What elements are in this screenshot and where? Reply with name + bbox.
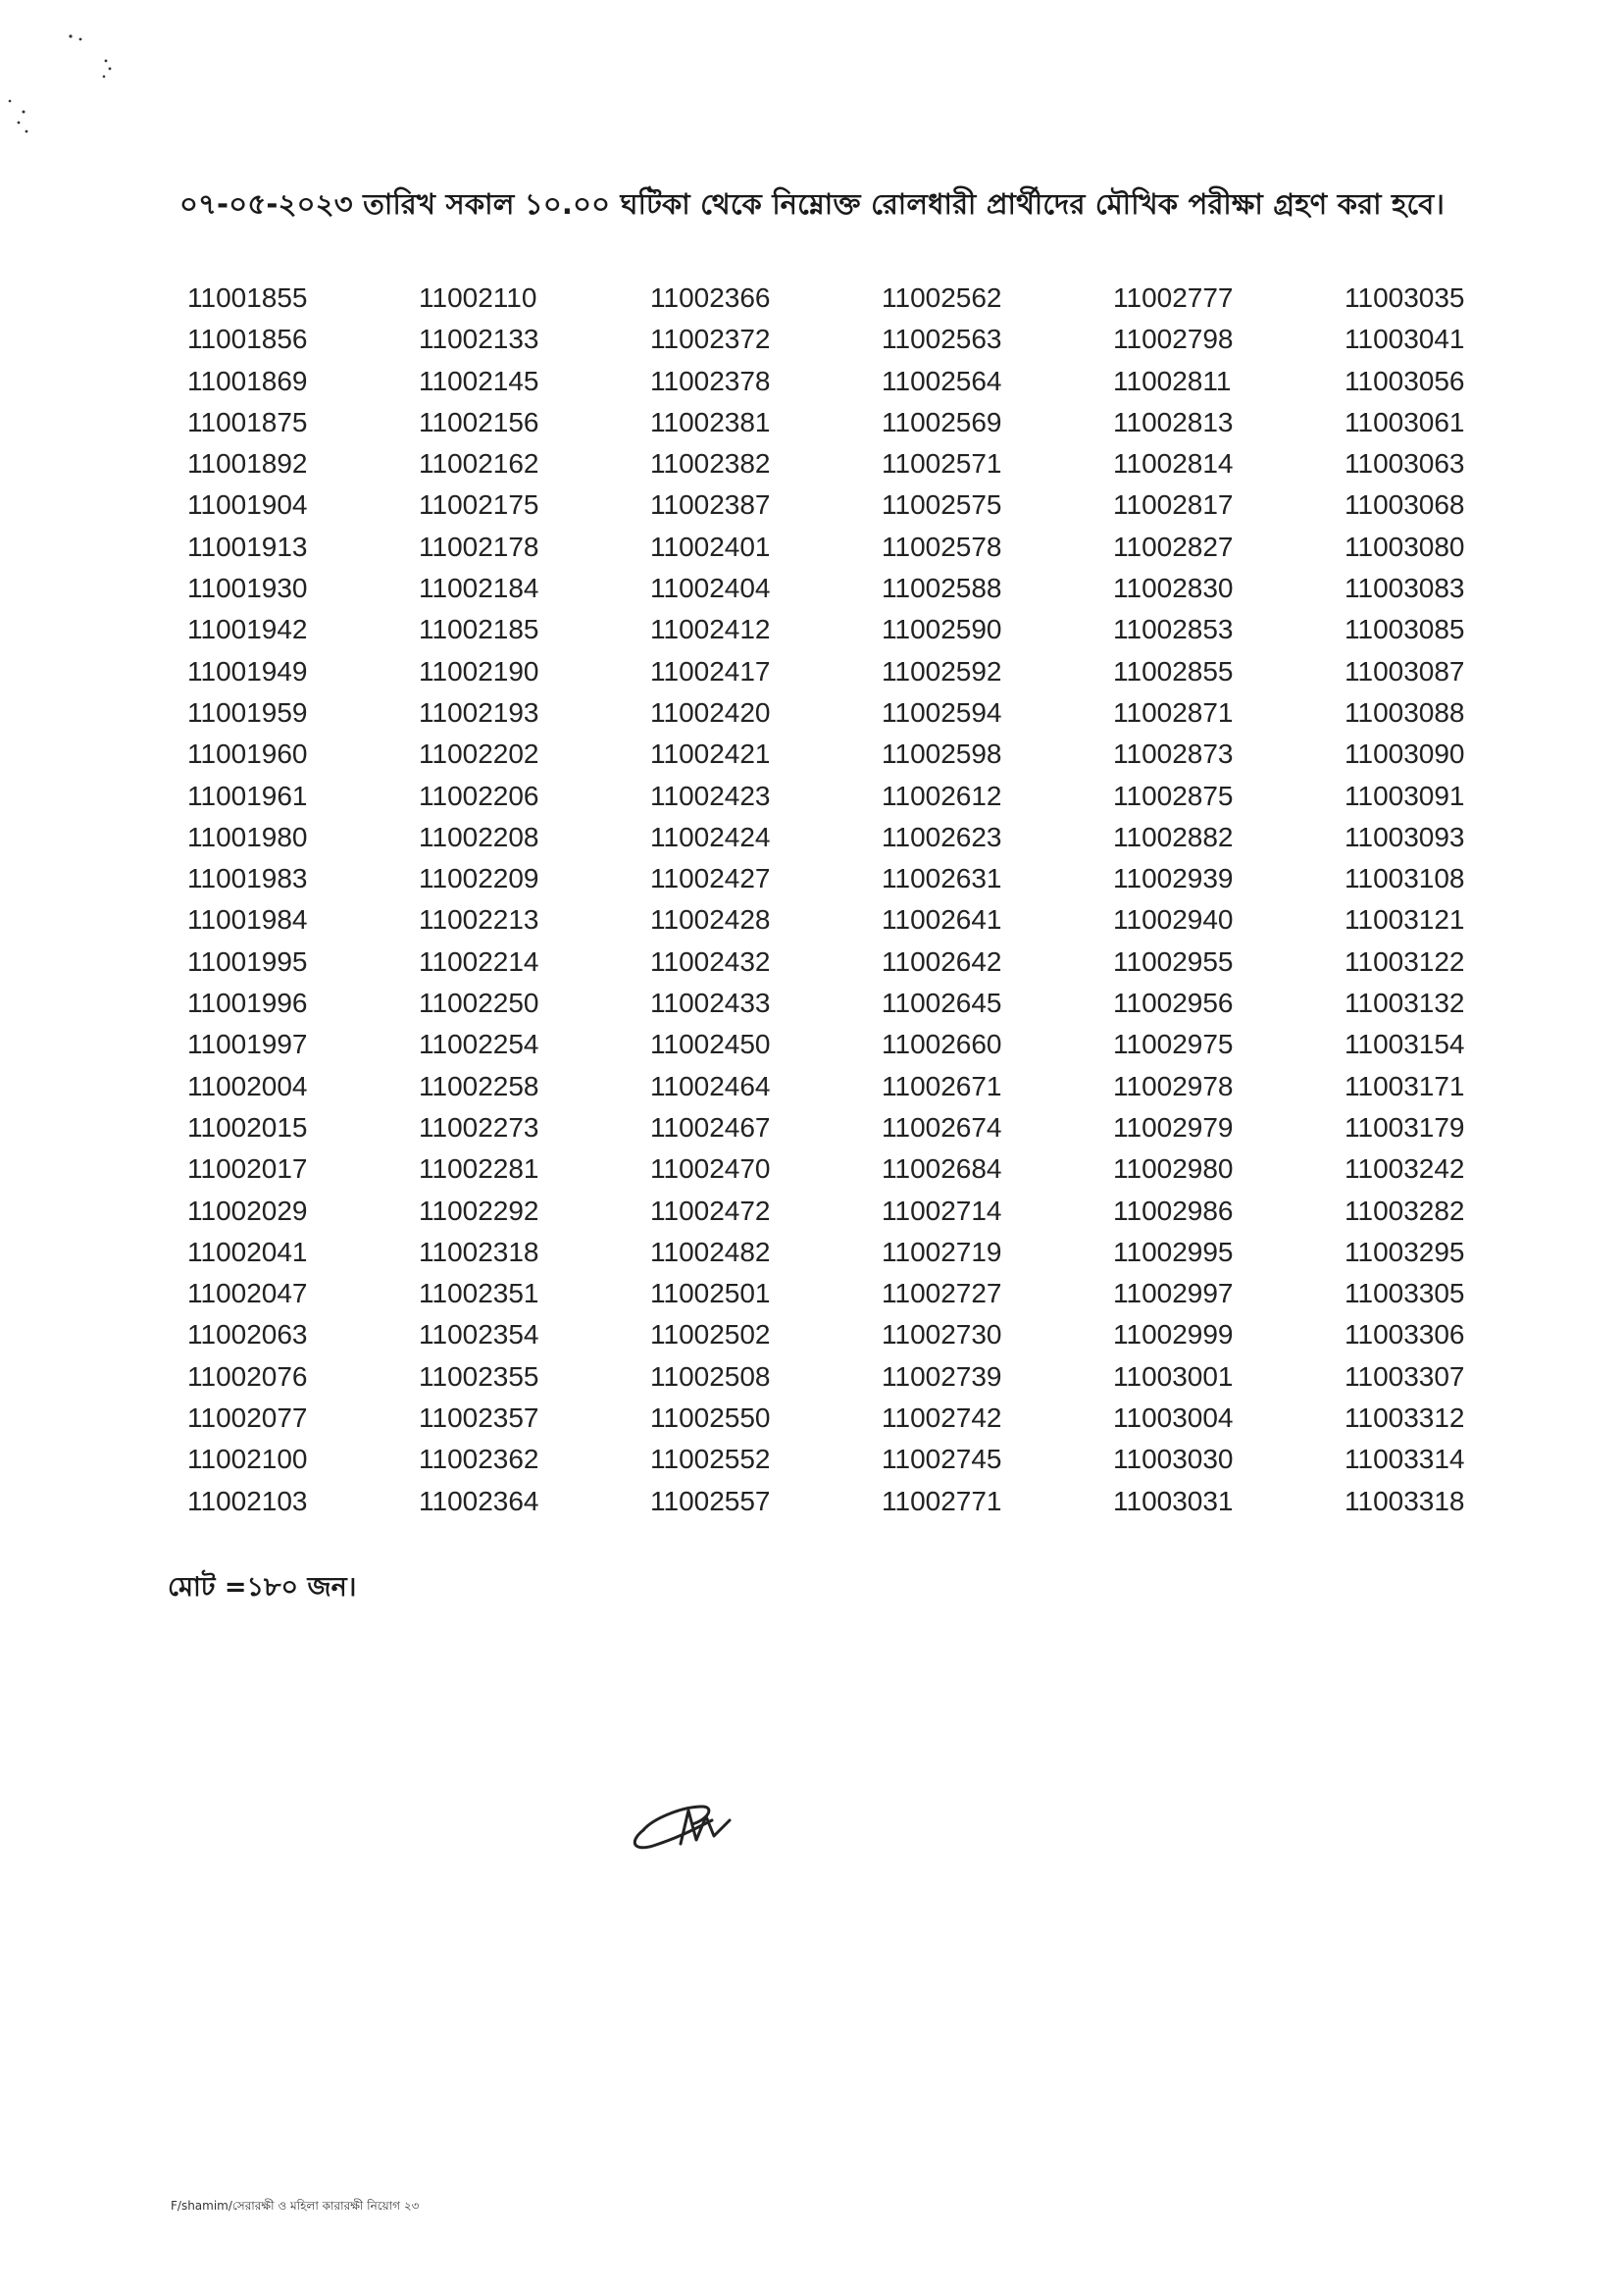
roll-number: 11002427 xyxy=(650,863,771,894)
roll-number: 11003085 xyxy=(1345,614,1465,645)
roll-number: 11002777 xyxy=(1113,282,1234,313)
roll-number: 11002145 xyxy=(419,365,539,396)
roll-number: 11002156 xyxy=(419,406,539,437)
roll-number: 11002213 xyxy=(419,904,539,936)
roll-number: 11002623 xyxy=(882,821,1002,852)
roll-number: 11002381 xyxy=(650,406,771,437)
roll-number: 11002372 xyxy=(650,324,771,355)
roll-number: 11002730 xyxy=(882,1319,1002,1351)
roll-number: 11003314 xyxy=(1345,1444,1465,1475)
roll-number: 11002110 xyxy=(419,282,537,313)
roll-number: 11003307 xyxy=(1345,1360,1465,1392)
roll-number: 11001961 xyxy=(187,780,308,811)
roll-number: 11002193 xyxy=(419,696,539,728)
roll-number: 11003121 xyxy=(1345,904,1465,936)
roll-column xyxy=(1345,278,1576,1522)
roll-number: 11002357 xyxy=(419,1402,539,1434)
roll-number: 11002830 xyxy=(1113,573,1234,604)
roll-number: 11003004 xyxy=(1113,1402,1234,1434)
roll-number: 11001997 xyxy=(187,1029,308,1060)
roll-number: 11002999 xyxy=(1113,1319,1234,1351)
roll-number: 11003306 xyxy=(1345,1319,1465,1351)
roll-number: 11002871 xyxy=(1113,696,1234,728)
roll-number: 11003088 xyxy=(1345,696,1465,728)
roll-number: 11002404 xyxy=(650,573,771,604)
roll-number: 11002592 xyxy=(882,655,1002,687)
roll-number: 11002674 xyxy=(882,1111,1002,1143)
roll-number: 11002017 xyxy=(187,1153,308,1185)
roll-number: 11002318 xyxy=(419,1236,539,1267)
roll-column xyxy=(1113,278,1345,1522)
roll-number: 11002417 xyxy=(650,655,771,687)
roll-number: 11003154 xyxy=(1345,1029,1465,1060)
roll-number: 11002564 xyxy=(882,365,1002,396)
roll-number: 11001930 xyxy=(187,573,308,604)
roll-number: 11002995 xyxy=(1113,1236,1234,1267)
roll-number: 11002979 xyxy=(1113,1111,1234,1143)
roll-number: 11002986 xyxy=(1113,1195,1234,1226)
roll-number: 11002029 xyxy=(187,1195,308,1226)
roll-number: 11002063 xyxy=(187,1319,308,1351)
roll-number: 11001949 xyxy=(187,655,308,687)
roll-number: 11002362 xyxy=(419,1444,539,1475)
roll-number: 11002424 xyxy=(650,821,771,852)
roll-number: 11003179 xyxy=(1345,1111,1465,1143)
roll-number: 11002470 xyxy=(650,1153,771,1185)
roll-number: 11002432 xyxy=(650,945,771,977)
roll-number: 11002076 xyxy=(187,1360,308,1392)
roll-number: 11003305 xyxy=(1345,1278,1465,1309)
roll-number: 11003093 xyxy=(1345,821,1465,852)
roll-number: 11003083 xyxy=(1345,573,1465,604)
roll-number: 11001980 xyxy=(187,821,308,852)
roll-number: 11002467 xyxy=(650,1111,771,1143)
roll-number: 11001959 xyxy=(187,696,308,728)
roll-number: 11002798 xyxy=(1113,324,1234,355)
roll-number: 11002745 xyxy=(882,1444,1002,1475)
roll-number: 11002258 xyxy=(419,1070,539,1101)
roll-number: 11002100 xyxy=(187,1444,308,1475)
roll-number: 11001983 xyxy=(187,863,308,894)
roll-number: 11002875 xyxy=(1113,780,1234,811)
roll-number: 11002281 xyxy=(419,1153,539,1185)
roll-number: 11002355 xyxy=(419,1360,539,1392)
roll-number: 11002175 xyxy=(419,489,539,521)
roll-number: 11002578 xyxy=(882,531,1002,562)
roll-number: 11002178 xyxy=(419,531,539,562)
roll-number: 11003171 xyxy=(1345,1070,1465,1101)
roll-number: 11001869 xyxy=(187,365,308,396)
roll-number: 11002642 xyxy=(882,945,1002,977)
roll-number: 11002292 xyxy=(419,1195,539,1226)
roll-number: 11002853 xyxy=(1113,614,1234,645)
signature-mark xyxy=(624,1791,741,1852)
roll-number: 11001984 xyxy=(187,904,308,936)
roll-number: 11002814 xyxy=(1113,448,1234,480)
roll-number: 11002382 xyxy=(650,448,771,480)
roll-number: 11001904 xyxy=(187,489,308,521)
roll-number: 11003001 xyxy=(1113,1360,1234,1392)
roll-number: 11002552 xyxy=(650,1444,771,1475)
roll-number: 11001855 xyxy=(187,282,308,313)
roll-number: 11002811 xyxy=(1113,365,1232,396)
roll-number: 11003242 xyxy=(1345,1153,1465,1185)
roll-number: 11002739 xyxy=(882,1360,1002,1392)
roll-number: 11002412 xyxy=(650,614,771,645)
roll-column xyxy=(650,278,882,1522)
roll-number: 11003080 xyxy=(1345,531,1465,562)
roll-number: 11002980 xyxy=(1113,1153,1234,1185)
roll-number: 11002855 xyxy=(1113,655,1234,687)
roll-number: 11002015 xyxy=(187,1111,308,1143)
roll-number: 11002185 xyxy=(419,614,539,645)
roll-number: 11002645 xyxy=(882,988,1002,1019)
roll-number: 11003068 xyxy=(1345,489,1465,521)
roll-number: 11002464 xyxy=(650,1070,771,1101)
roll-number: 11002206 xyxy=(419,780,539,811)
document-heading: ০৭-০৫-২০২৩ তারিখ সকাল ১০.০০ ঘটিকা থেকে নিম্নোক্ত রোলধারী প্রার্থীদের মৌখিক পরীক্ষা গ্রহণ করা হবে। xyxy=(178,187,1446,221)
roll-number: 11003108 xyxy=(1345,863,1465,894)
roll-number: 11001996 xyxy=(187,988,308,1019)
roll-number: 11002366 xyxy=(650,282,771,313)
roll-number: 11002978 xyxy=(1113,1070,1234,1101)
roll-number: 11002378 xyxy=(650,365,771,396)
roll-number: 11002562 xyxy=(882,282,1002,313)
roll-number: 11002421 xyxy=(650,739,771,770)
roll-column xyxy=(882,278,1113,1522)
roll-number: 11002209 xyxy=(419,863,539,894)
roll-column xyxy=(419,278,650,1522)
roll-number: 11002433 xyxy=(650,988,771,1019)
roll-number: 11002202 xyxy=(419,739,539,770)
roll-number: 11003318 xyxy=(1345,1485,1465,1516)
roll-column xyxy=(187,278,419,1522)
roll-number: 11002041 xyxy=(187,1236,308,1267)
roll-number: 11001892 xyxy=(187,448,308,480)
roll-number: 11002428 xyxy=(650,904,771,936)
roll-number: 11002671 xyxy=(882,1070,1002,1101)
roll-number: 11002571 xyxy=(882,448,1002,480)
roll-number: 11002997 xyxy=(1113,1278,1234,1309)
roll-number: 11002827 xyxy=(1113,531,1234,562)
roll-number: 11002162 xyxy=(419,448,539,480)
roll-number: 11002550 xyxy=(650,1402,771,1434)
roll-number: 11002940 xyxy=(1113,904,1234,936)
roll-number: 11003087 xyxy=(1345,655,1465,687)
roll-number: 11001856 xyxy=(187,324,308,355)
roll-number: 11002955 xyxy=(1113,945,1234,977)
roll-number: 11002557 xyxy=(650,1485,771,1516)
footer-file-path: F/shamim/সেরারক্ষী ও মহিলা কারারক্ষী নিয়োগ ২৩ xyxy=(171,2199,420,2213)
roll-number-grid xyxy=(187,278,1576,1522)
roll-number: 11002771 xyxy=(882,1485,1002,1516)
roll-number: 11002590 xyxy=(882,614,1002,645)
roll-number: 11003295 xyxy=(1345,1236,1465,1267)
roll-number: 11002817 xyxy=(1113,489,1234,521)
roll-number: 11002190 xyxy=(419,655,539,687)
roll-number: 11002354 xyxy=(419,1319,539,1351)
roll-number: 11002250 xyxy=(419,988,539,1019)
roll-number: 11002133 xyxy=(419,324,539,355)
roll-number: 11002508 xyxy=(650,1360,771,1392)
roll-number: 11002351 xyxy=(419,1278,539,1309)
roll-number: 11002482 xyxy=(650,1236,771,1267)
roll-number: 11002502 xyxy=(650,1319,771,1351)
roll-number: 11002588 xyxy=(882,573,1002,604)
roll-number: 11002387 xyxy=(650,489,771,521)
roll-number: 11002641 xyxy=(882,904,1002,936)
roll-number: 11002472 xyxy=(650,1195,771,1226)
roll-number: 11002047 xyxy=(187,1278,308,1309)
roll-number: 11001995 xyxy=(187,945,308,977)
roll-number: 11002727 xyxy=(882,1278,1002,1309)
roll-number: 11003031 xyxy=(1113,1485,1234,1516)
roll-number: 11002684 xyxy=(882,1153,1002,1185)
roll-number: 11003030 xyxy=(1113,1444,1234,1475)
roll-number: 11002077 xyxy=(187,1402,308,1434)
roll-number: 11003132 xyxy=(1345,988,1465,1019)
roll-number: 11002103 xyxy=(187,1485,308,1516)
roll-number: 11002184 xyxy=(419,573,539,604)
roll-number: 11003041 xyxy=(1345,324,1465,355)
roll-number: 11001875 xyxy=(187,406,308,437)
roll-number: 11002631 xyxy=(882,863,1002,894)
roll-number: 11002423 xyxy=(650,780,771,811)
roll-number: 11002208 xyxy=(419,821,539,852)
roll-number: 11002939 xyxy=(1113,863,1234,894)
roll-number: 11002004 xyxy=(187,1070,308,1101)
roll-number: 11002742 xyxy=(882,1402,1002,1434)
roll-number: 11002660 xyxy=(882,1029,1002,1060)
roll-number: 11002873 xyxy=(1113,739,1234,770)
roll-number: 11002569 xyxy=(882,406,1002,437)
roll-number: 11003056 xyxy=(1345,365,1465,396)
roll-number: 11003061 xyxy=(1345,406,1465,437)
roll-number: 11002598 xyxy=(882,739,1002,770)
roll-number: 11002364 xyxy=(419,1485,539,1516)
roll-number: 11001942 xyxy=(187,614,308,645)
roll-number: 11002594 xyxy=(882,696,1002,728)
roll-number: 11003282 xyxy=(1345,1195,1465,1226)
roll-number: 11001960 xyxy=(187,739,308,770)
roll-number: 11003312 xyxy=(1345,1402,1465,1434)
roll-number: 11002273 xyxy=(419,1111,539,1143)
roll-number: 11002214 xyxy=(419,945,539,977)
roll-number: 11002975 xyxy=(1113,1029,1234,1060)
roll-number: 11002501 xyxy=(650,1278,771,1309)
roll-number: 11003035 xyxy=(1345,282,1465,313)
roll-number: 11003063 xyxy=(1345,448,1465,480)
roll-number: 11002450 xyxy=(650,1029,771,1060)
roll-number: 11002575 xyxy=(882,489,1002,521)
roll-number: 11003090 xyxy=(1345,739,1465,770)
roll-number: 11002714 xyxy=(882,1195,1002,1226)
roll-number: 11002563 xyxy=(882,324,1002,355)
roll-number: 11002813 xyxy=(1113,406,1234,437)
roll-number: 11002956 xyxy=(1113,988,1234,1019)
roll-number: 11001913 xyxy=(187,531,308,562)
scan-specks xyxy=(0,0,196,196)
roll-number: 11002719 xyxy=(882,1236,1002,1267)
roll-number: 11002254 xyxy=(419,1029,539,1060)
roll-number: 11003091 xyxy=(1345,780,1465,811)
roll-number: 11002612 xyxy=(882,780,1002,811)
roll-number: 11002420 xyxy=(650,696,771,728)
roll-number: 11002882 xyxy=(1113,821,1234,852)
roll-number: 11002401 xyxy=(650,531,771,562)
total-count: মোট =১৮০ জন। xyxy=(168,1572,357,1603)
roll-number: 11003122 xyxy=(1345,945,1465,977)
